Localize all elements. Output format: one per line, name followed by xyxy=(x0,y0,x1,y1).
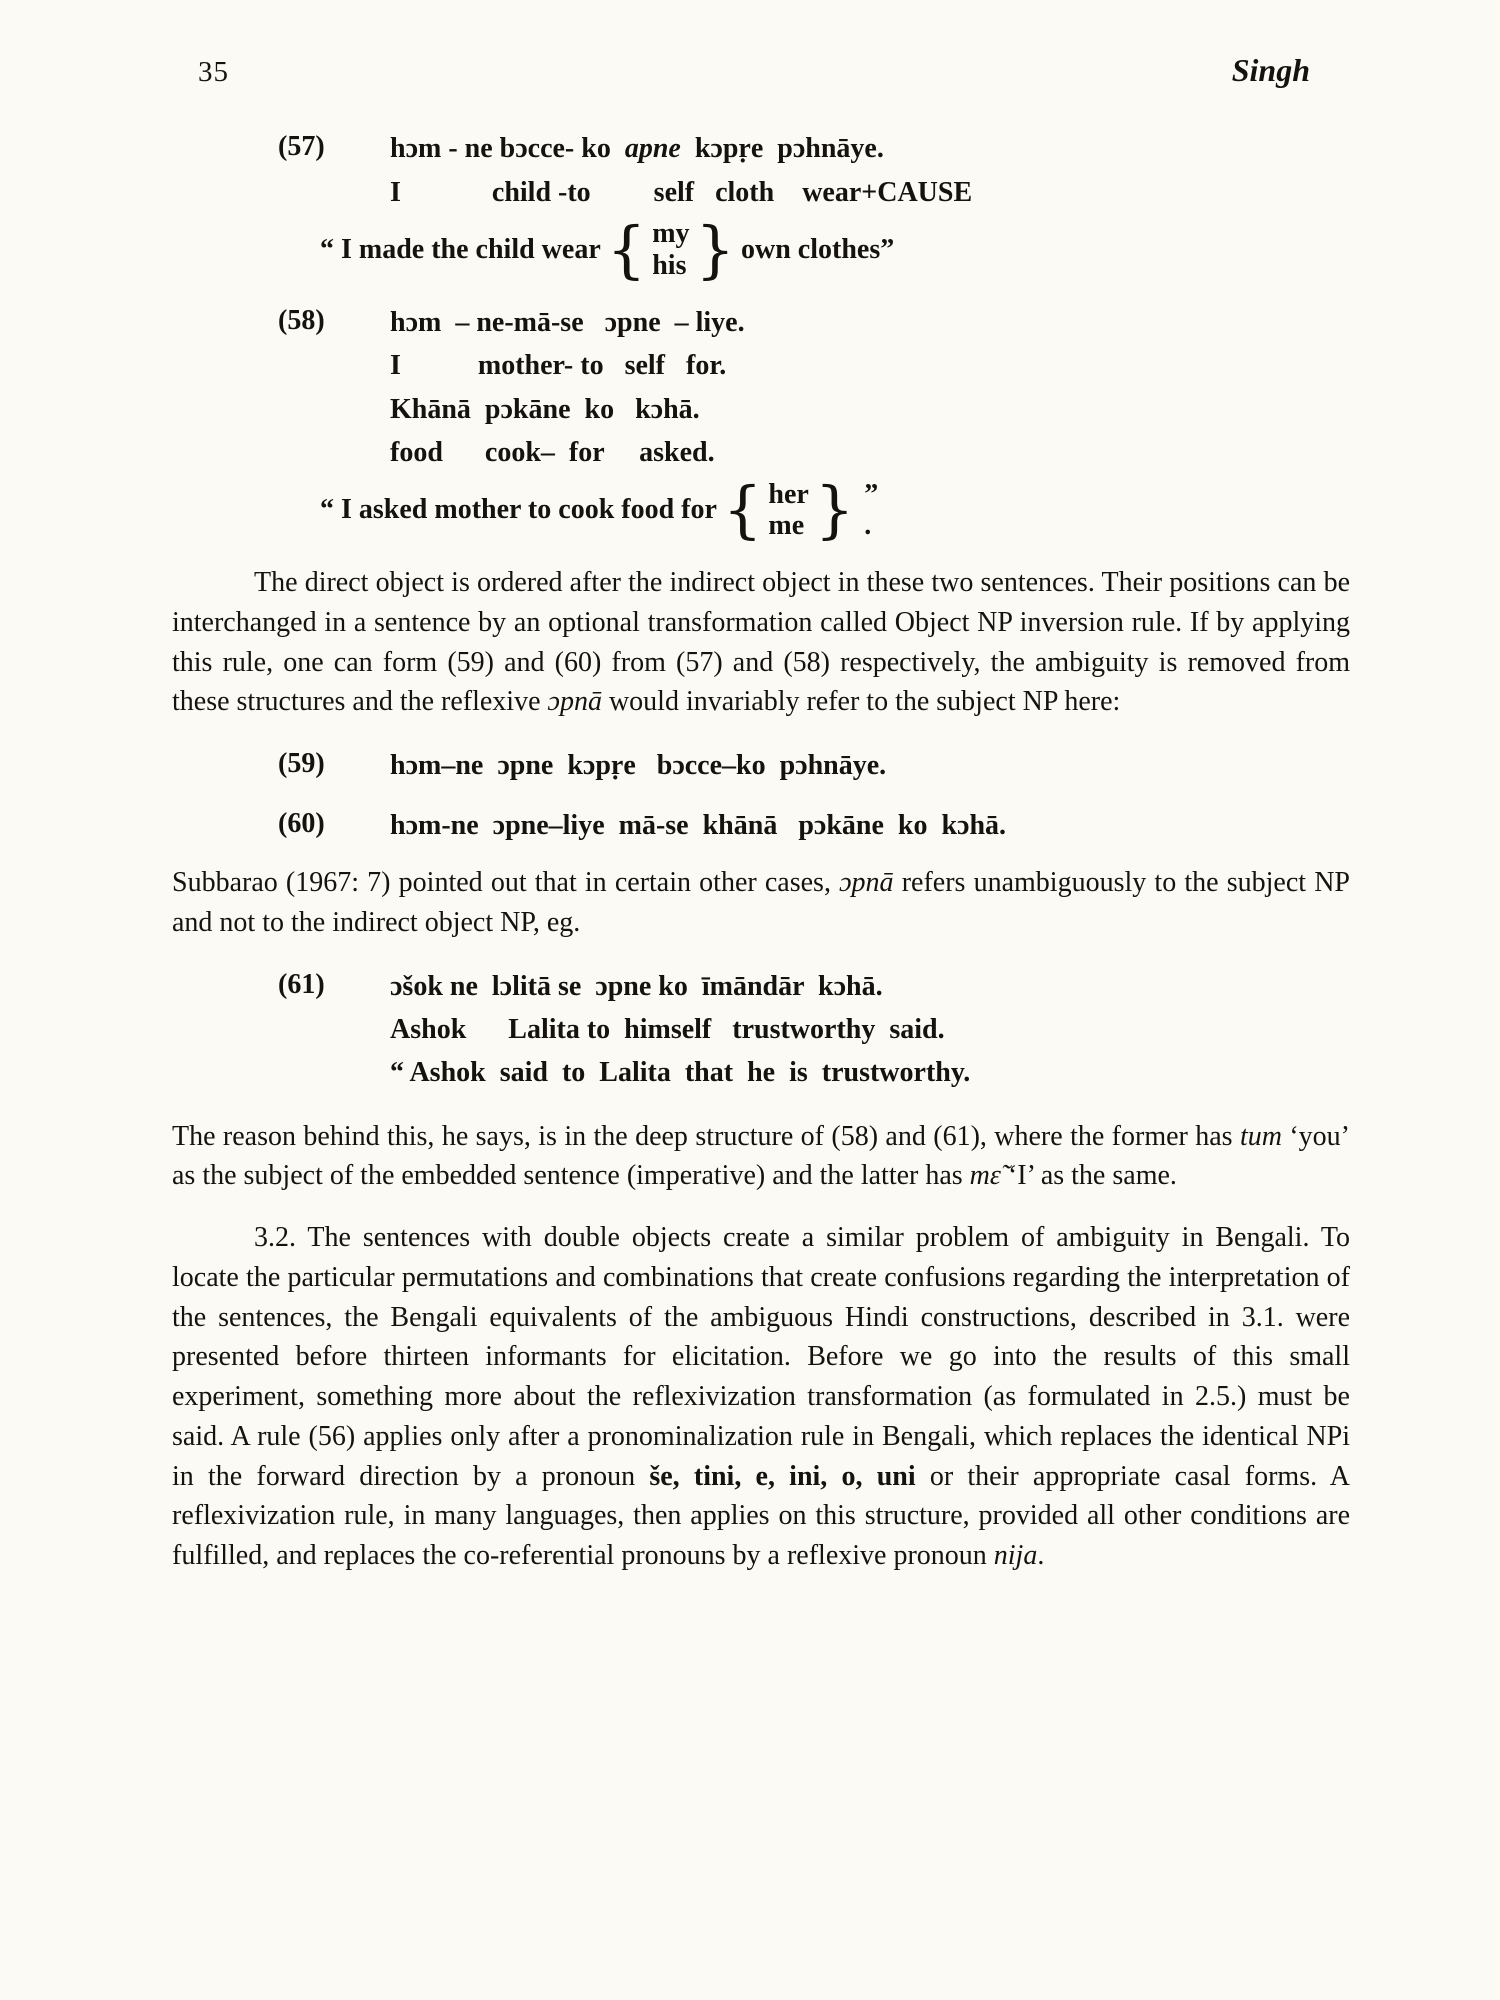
italic-apna-2: ɔpnā xyxy=(839,867,894,898)
example-57-body xyxy=(390,127,1350,214)
paragraph-subbarao xyxy=(172,863,1350,943)
example-61 xyxy=(278,965,1350,1095)
paragraph-deep-structure xyxy=(172,1117,1350,1197)
bold-pronoun-list: še, tini, e, ini, o, uni xyxy=(649,1460,916,1492)
author-name: Singh xyxy=(1231,52,1310,88)
paragraph-4-text-mid: or their appropriate casal forms. A reflexivization rule, in many languages, then applies on this structure, provided all other conditions are fulfilled, and replaces the co-referential pronouns by a reflexive pronoun xyxy=(172,1460,1350,1572)
paragraph-3-text-mid: ‘you’ as the subject of the embedded sentence (imperative) and the latter has xyxy=(172,1120,1350,1192)
brace-option-1: her xyxy=(768,478,809,510)
example-61-line1: ɔšok ne lɔlitā se ɔpne ko īmāndār kɔhā. xyxy=(390,970,883,1002)
example-57-line1-italic: apne xyxy=(624,133,681,165)
example-58-translation xyxy=(320,472,1350,546)
page-number: 35 xyxy=(198,56,229,88)
italic-nija: nija xyxy=(993,1540,1038,1572)
example-57-line1 xyxy=(390,127,1350,170)
example-57-translation xyxy=(320,212,1350,286)
paragraph-object-inversion xyxy=(172,563,1350,722)
example-57 xyxy=(278,127,1350,286)
left-brace: { xyxy=(722,472,763,546)
example-57-gloss-line: I child -to self cloth wear+CAUSE xyxy=(390,176,973,208)
example-58 xyxy=(278,301,1350,546)
example-61-body xyxy=(390,965,1350,1095)
right-brace: } xyxy=(695,212,735,286)
example-59 xyxy=(278,744,1350,787)
example-58-translation-prefix: “ I asked mother to cook food for xyxy=(320,493,717,525)
example-58-body xyxy=(390,301,1350,475)
brace-option-1: my xyxy=(652,218,690,250)
italic-apna: ɔpnā xyxy=(547,686,602,718)
example-61-label: (61) xyxy=(278,968,325,1000)
paragraph-4-text: 3.2. The sentences with double objects create a similar problem of ambiguity in Bengali. To locate the particular permutations and combinations that create confusions regarding the interpretation of the sentences, the Bengali equivalents of the ambiguous Hindi constructions, described in 3.1. were presented before thirteen informants for elicitation. Before we go into the results of this small experiment, something more about the reflexivization transformation (as formulated in 2.5.) must be said. A rule (56) applies only after a pronominalization rule in Bengali, which replaces the identical NPi in the forward direction by a pronoun xyxy=(172,1222,1350,1492)
example-58-phonetic-row xyxy=(278,301,1350,475)
example-60-label: (60) xyxy=(278,807,325,839)
closing-quote: ” xyxy=(864,478,879,510)
example-59-label: (59) xyxy=(278,748,325,780)
example-59-text: hɔm–ne ɔpne kɔpṛe bɔcce–ko pɔhnāye. xyxy=(390,750,887,782)
paragraph-section-3-2 xyxy=(172,1218,1350,1576)
example-60 xyxy=(278,804,1350,847)
paragraph-2-text-end: refers unambiguously to the subject NP and not to the indirect object NP, eg. xyxy=(172,867,1350,938)
example-58-label: (58) xyxy=(278,304,325,336)
brace-option-2: his xyxy=(652,249,687,281)
paragraph-3-text: The reason behind this, he says, is in the deep structure of (58) and (61), where the former has xyxy=(172,1120,1240,1152)
example-60-text: hɔm-ne ɔpne–liye mā-se khānā pɔkāne ko kɔhā. xyxy=(390,809,1007,841)
right-brace: } xyxy=(814,472,855,546)
example-57-translation-prefix: “ I made the child wear xyxy=(320,233,601,265)
left-brace: { xyxy=(606,212,647,286)
brace-options-57 xyxy=(606,212,735,286)
example-58-gloss1: I mother- to self for. xyxy=(390,350,727,382)
example-58-translation-tail xyxy=(860,479,878,542)
example-58-line2: Khānā pɔkāne ko kɔhā. xyxy=(390,393,700,425)
paragraph-1-text-end: would invariably refer to the subject NP here: xyxy=(601,686,1121,718)
example-57-translation-suffix: own clothes” xyxy=(741,233,895,265)
example-57-label: (57) xyxy=(278,131,325,163)
brace-option-2: me xyxy=(768,509,805,541)
example-57-phonetic-row xyxy=(278,127,1350,214)
example-61-phonetic-row xyxy=(278,965,1350,1095)
paragraph-1-text: The direct object is ordered after the indirect object in these two sentences. Their positions can be interchanged in a sentence by an optional transformation called Object NP inversion rule. If by applying this rule, one can form (59) and (60) from (57) and (58) respectively, the ambiguity is removed from these structures and the reflexive xyxy=(172,567,1350,718)
paragraph-3-text-end: ‘I’ as the same. xyxy=(1000,1160,1177,1192)
brace-options-58 xyxy=(722,472,855,546)
example-61-translation: “ Ashok said to Lalita that he is trustworthy. xyxy=(390,1057,971,1089)
brace-option-list xyxy=(646,218,695,281)
italic-tum: tum xyxy=(1239,1120,1282,1152)
example-57-line1-post: kɔpṛe pɔhnāye. xyxy=(680,133,884,165)
example-61-gloss: Ashok Lalita to himself trustworthy said. xyxy=(390,1013,945,1045)
example-58-line1: hɔm – ne-mā-se ɔpne – liye. xyxy=(390,306,745,338)
brace-option-list xyxy=(762,479,814,542)
period: . xyxy=(864,509,872,541)
page-header xyxy=(172,48,1350,93)
paragraph-4-text-end: . xyxy=(1037,1540,1045,1572)
example-58-gloss2: food cook– for asked. xyxy=(390,437,715,469)
example-57-line1-pre: hɔm - ne bɔcce- ko xyxy=(390,133,625,165)
paragraph-2-text: Subbarao (1967: 7) pointed out that in certain other cases, xyxy=(172,867,840,898)
italic-mai: mɛ̃ xyxy=(969,1160,1001,1192)
